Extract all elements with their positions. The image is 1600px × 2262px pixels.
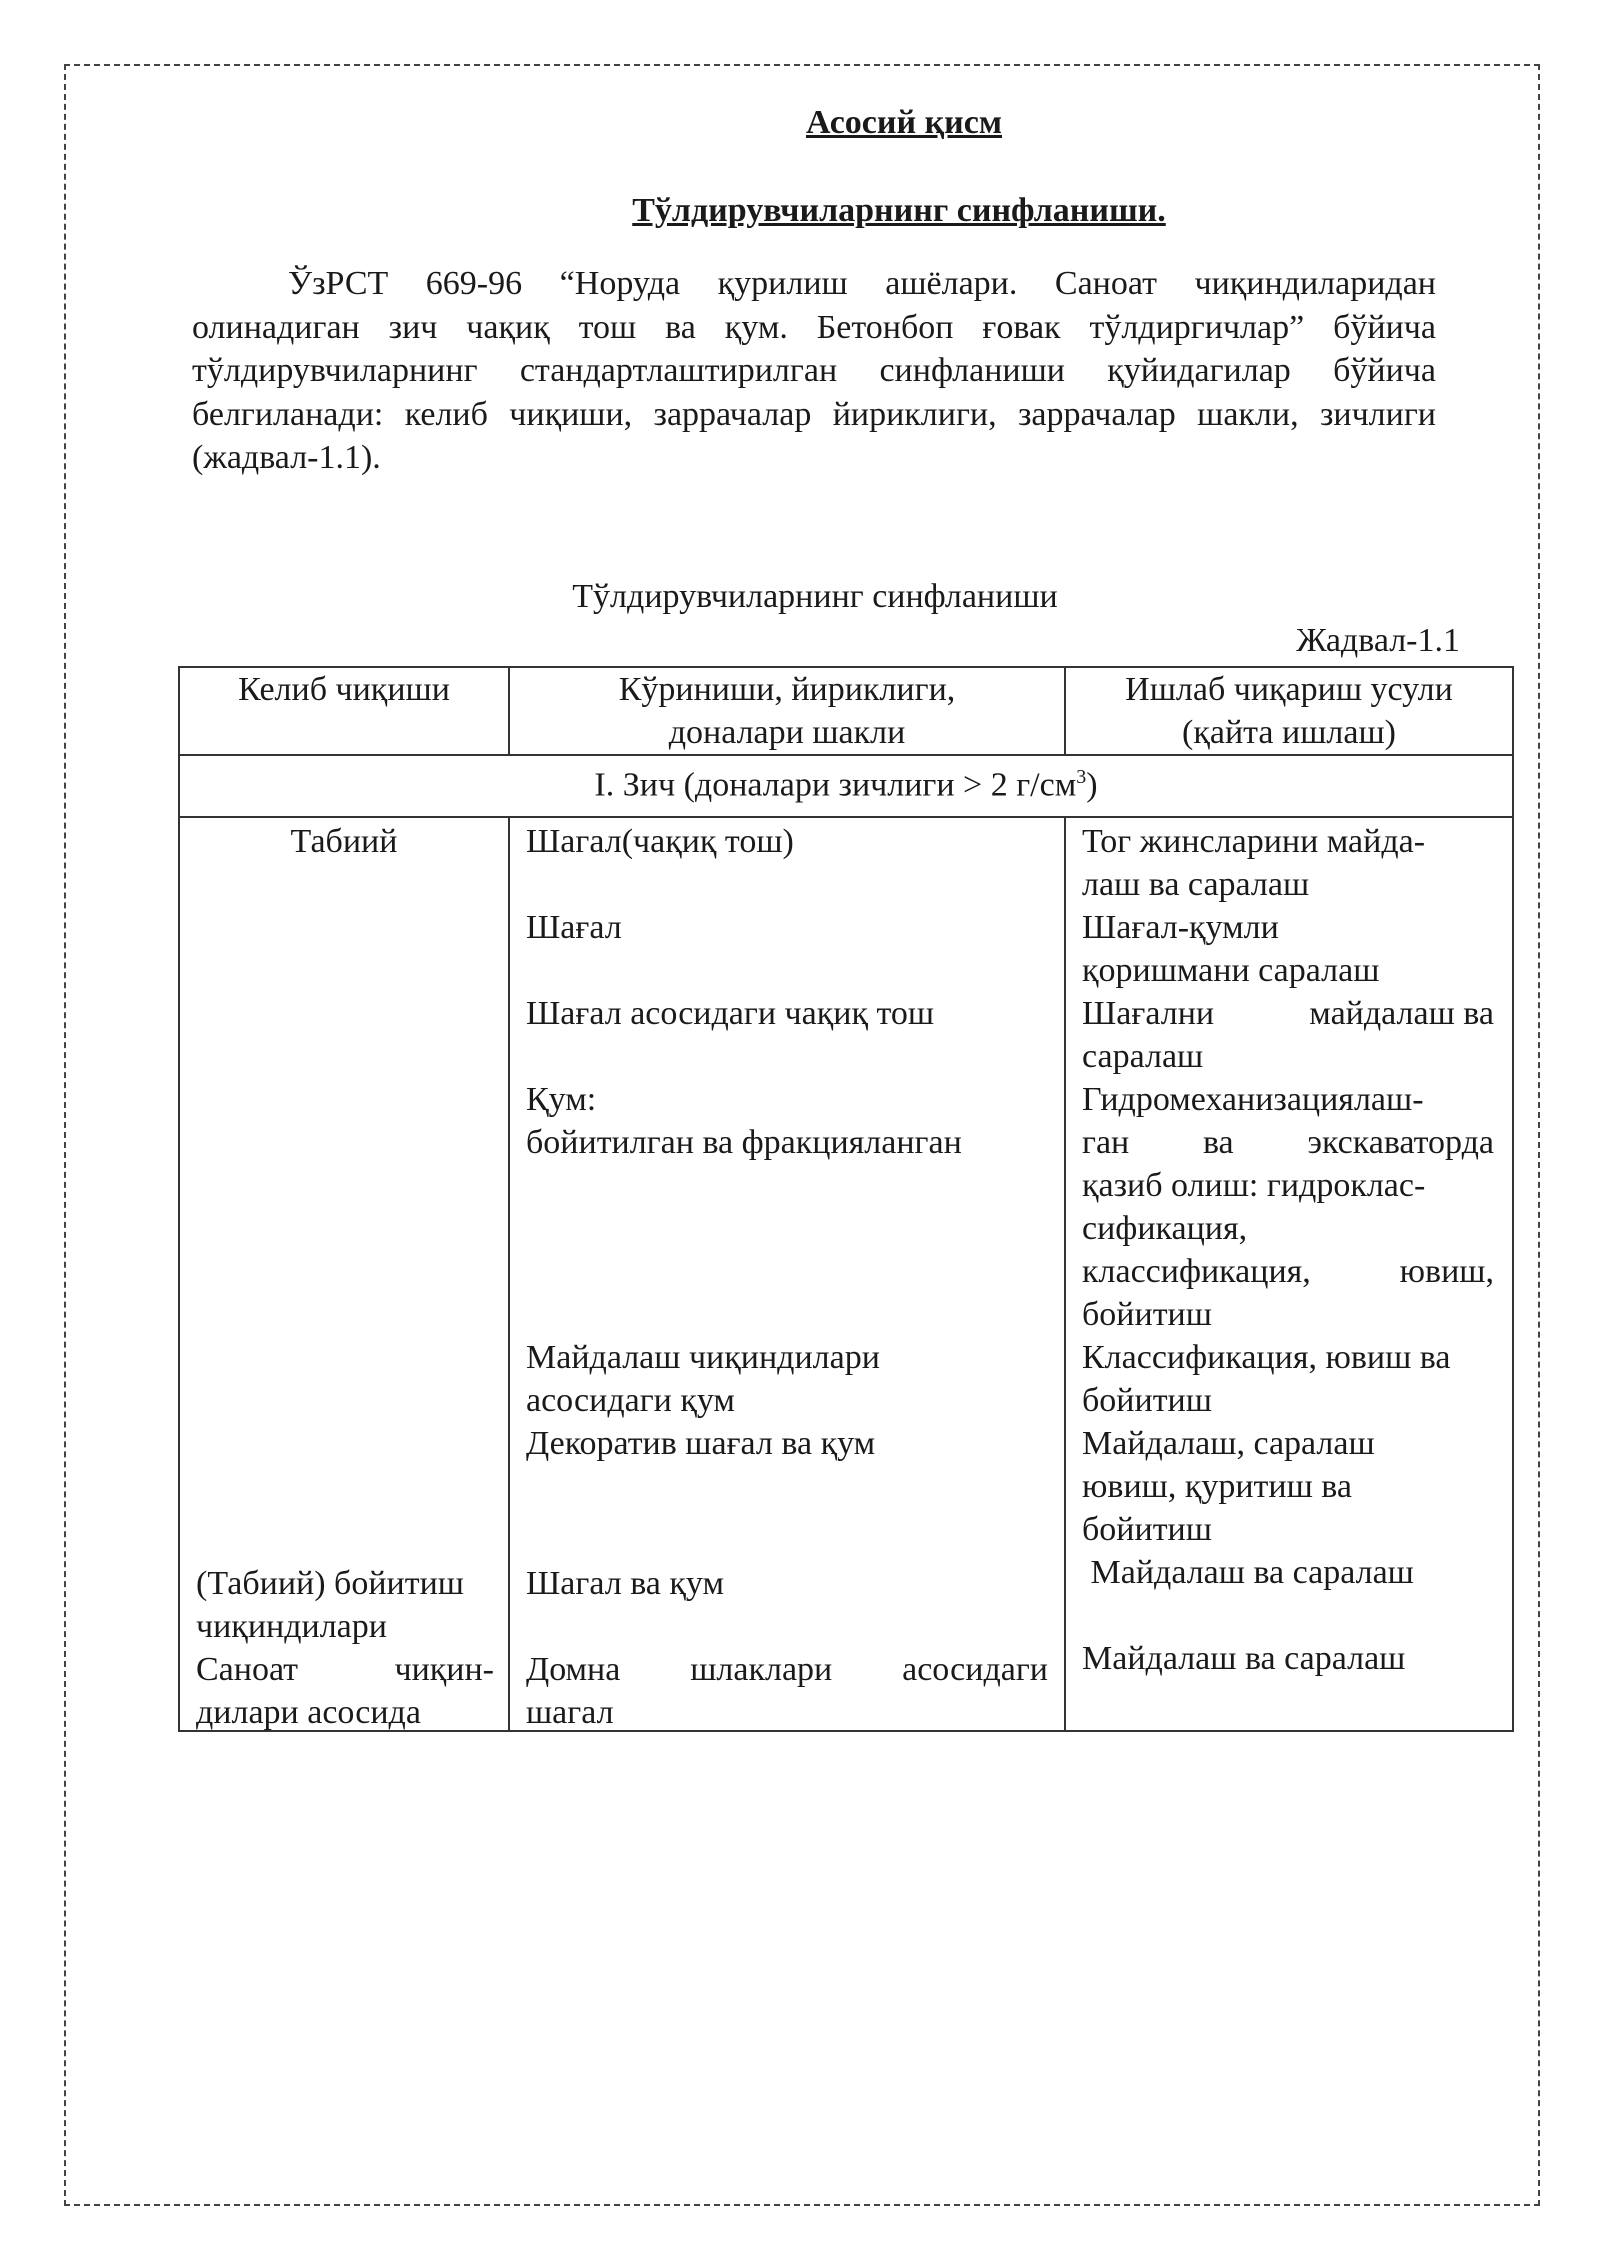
production-line: бойитиш xyxy=(1082,1511,1212,1548)
production-word: майдалаш ва xyxy=(1309,995,1494,1032)
production-word: Шағални xyxy=(1082,995,1215,1032)
header-origin xyxy=(179,667,509,755)
production-line: лаш ва саралаш xyxy=(1082,866,1310,903)
header-production-line1: Ишлаб чиқариш усули xyxy=(1125,671,1453,708)
production-line xyxy=(1082,1250,1494,1293)
appearance-line: Шагал ва қум xyxy=(526,1565,724,1602)
production-line: Классификация, ювиш ва xyxy=(1082,1339,1451,1376)
appearance-line: бойитилган ва фракцияланган xyxy=(526,1124,962,1161)
production-line: Майдалаш, саралаш xyxy=(1082,1425,1375,1462)
production-line: Шағал-қумли xyxy=(1082,909,1279,946)
section-sup: 3 xyxy=(1076,766,1087,788)
appearance-cell xyxy=(509,817,1065,1731)
production-line: қоришмани саралаш xyxy=(1082,952,1380,989)
origin-cell xyxy=(179,817,509,1731)
appearance-line: Қум: xyxy=(526,1081,597,1118)
section-heading: Тўлдирувчиларнинг синфланиши. xyxy=(632,192,1166,229)
production-line: Майдалаш ва саралаш xyxy=(1082,1640,1406,1677)
production-line: қазиб олиш: гидроклас- xyxy=(1082,1167,1426,1204)
table-body-row xyxy=(179,817,1513,1731)
appearance-line: Шагал(чақиқ тош) xyxy=(526,823,794,860)
header-production xyxy=(1065,667,1513,755)
production-line: саралаш xyxy=(1082,1038,1204,1075)
appearance-line: Майдалаш чиқиндилари xyxy=(526,1339,880,1376)
appearance-word: шлаклари xyxy=(690,1651,833,1688)
appearance-line xyxy=(526,1648,1048,1691)
main-heading: Асосий қисм xyxy=(806,104,1002,141)
header-production-line2: (қайта ишлаш) xyxy=(1182,714,1396,751)
header-appearance xyxy=(509,667,1065,755)
table-number: Жадвал-1.1 xyxy=(1296,622,1460,659)
appearance-line: Шағал xyxy=(526,909,622,946)
appearance-word: Домна xyxy=(526,1651,621,1688)
table-header-row xyxy=(179,667,1513,755)
production-word: экскаваторда xyxy=(1307,1124,1494,1161)
production-line: бойитиш xyxy=(1082,1296,1212,1333)
production-line: Тог жинсларини майда- xyxy=(1082,823,1426,860)
production-word: ва xyxy=(1202,1124,1234,1161)
origin-word: чиқин- xyxy=(394,1651,494,1688)
intro-paragraph: ЎзРСТ 669-96 “Норуда қурилиш ашёлари. Саноат чиқиндиларидан олинадиган зич чақиқ тош ва қум. Бетонбоп ғовак тўлдиргичлар” бўйича тўлдирувчиларнинг стандартлаштирилган синфланиши қуйидагилар бўйича белгиланади: келиб чиқиши, заррачалар йириклиги, заррачалар шакли, зичлиги (жадвал-1.1). xyxy=(192,265,1436,476)
origin-line xyxy=(196,1648,494,1691)
production-word: ган xyxy=(1082,1124,1130,1161)
appearance-line: Шағал асосидаги чақиқ тош xyxy=(526,995,935,1032)
production-line xyxy=(1082,1121,1494,1164)
header-appearance-line2: доналари шакли xyxy=(668,714,906,751)
section-close: ) xyxy=(1086,766,1098,804)
origin-line: чиқиндилари xyxy=(196,1608,387,1645)
production-cell xyxy=(1065,817,1513,1731)
table-caption: Тўлдирувчиларнинг синфланиши xyxy=(572,578,1058,615)
section-cell xyxy=(179,755,1513,817)
production-line: бойитиш xyxy=(1082,1382,1212,1419)
origin-natural: Табиий xyxy=(290,823,398,860)
appearance-line: шагал xyxy=(526,1694,614,1731)
origin-line: дилари асосида xyxy=(196,1694,421,1731)
production-line: сификация, xyxy=(1082,1210,1248,1247)
classification-table xyxy=(178,666,1514,1732)
production-line: Гидромеханизациялаш- xyxy=(1082,1081,1424,1118)
appearance-line: Декоратив шағал ва қум xyxy=(526,1425,876,1462)
header-origin-text: Келиб чиқиши xyxy=(238,671,450,708)
production-line: ювиш, қуритиш ва xyxy=(1082,1468,1352,1505)
production-word: ювиш, xyxy=(1399,1253,1494,1290)
origin-line: (Табиий) бойитиш xyxy=(196,1565,464,1602)
header-appearance-line1: Кўриниши, йириклиги, xyxy=(618,671,956,708)
section-row xyxy=(179,755,1513,817)
section-text: I. Зич (доналари зичлиги > 2 г/см xyxy=(594,766,1077,804)
production-word: классификация, xyxy=(1082,1253,1311,1290)
production-line: Майдалаш ва саралаш xyxy=(1082,1554,1414,1591)
origin-word: Саноат xyxy=(196,1651,299,1688)
appearance-word: асосидаги xyxy=(902,1651,1048,1688)
production-line xyxy=(1082,992,1494,1035)
appearance-line: асосидаги қум xyxy=(526,1382,735,1419)
